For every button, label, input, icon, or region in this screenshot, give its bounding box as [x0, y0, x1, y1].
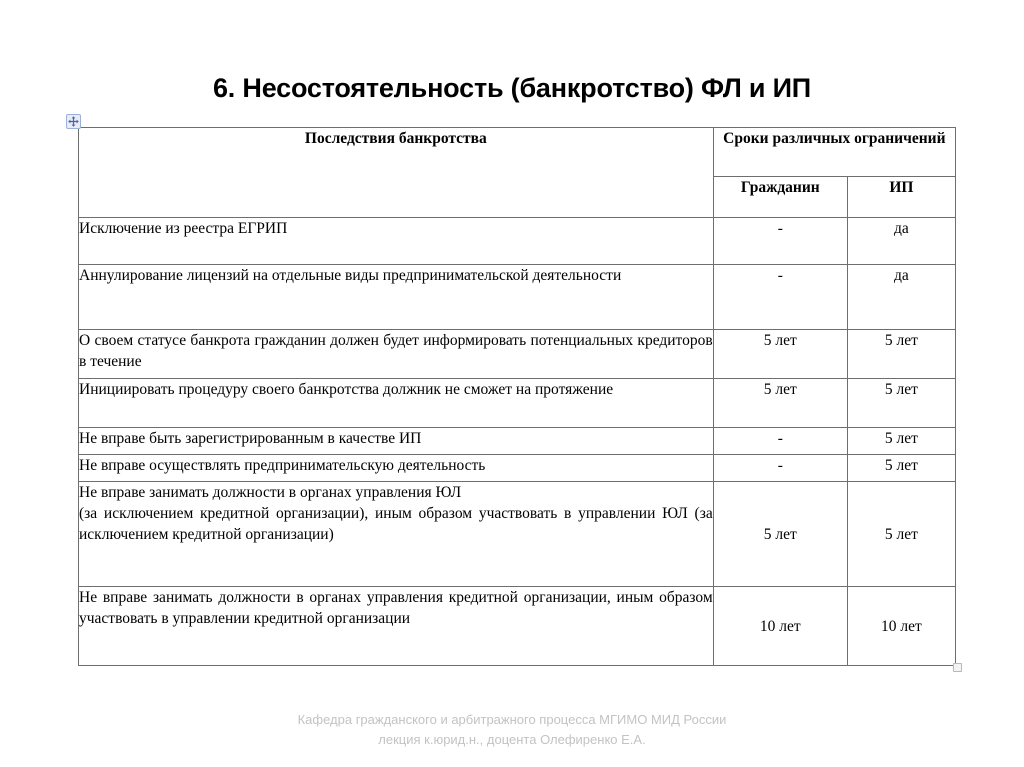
footer-line-2: лекция к.юрид.н., доцента Олефиренко Е.А. [378, 732, 646, 747]
footer-line-1: Кафедра гражданского и арбитражного процесса МГИМО МИД России [297, 712, 727, 727]
table-row [79, 428, 956, 455]
cell-consequence [79, 265, 714, 330]
table-body [79, 218, 956, 666]
cell-citizen-term: 5 лет [713, 330, 847, 379]
cell-consequence [79, 455, 714, 482]
table-row [79, 218, 956, 265]
consequence-text-line-1: Не вправе занимать должности в органах управления ЮЛ [79, 484, 462, 501]
cell-consequence [79, 218, 714, 265]
cell-citizen-term: 10 лет [713, 587, 847, 666]
cell-consequence [79, 330, 714, 379]
table-row [79, 455, 956, 482]
cell-citizen-term: 5 лет [713, 482, 847, 587]
slide-footer [0, 710, 1024, 750]
page-title: 6. Несостоятельность (банкротство) ФЛ и ИП [212, 73, 811, 103]
cell-consequence [79, 587, 714, 666]
cell-citizen-term: - [713, 428, 847, 455]
cell-ip-term: 5 лет [847, 330, 955, 379]
consequence-text: Инициировать процедуру своего банкротства должник не сможет на протяжение [79, 381, 614, 398]
column-header-terms-group: Сроки различных ограничений [713, 128, 955, 177]
table-row [79, 482, 956, 587]
column-header-citizen: Гражданин [713, 177, 847, 218]
table-row [79, 587, 956, 666]
table-header-row-1 [79, 128, 956, 177]
consequence-text: Исключение из реестра ЕГРИП [79, 220, 288, 237]
cell-citizen-term: 5 лет [713, 379, 847, 428]
table-row [79, 330, 956, 379]
cell-ip-term: 5 лет [847, 428, 955, 455]
table-row [79, 265, 956, 330]
cell-ip-term: 5 лет [847, 455, 955, 482]
table-row [79, 379, 956, 428]
cell-ip-term: да [847, 265, 955, 330]
consequence-text: Не вправе занимать должности в органах управления кредитной организации, иным образом участвовать в управлении кредитной организации [79, 589, 713, 627]
consequence-text: О своем статусе банкрота гражданин должен будет информировать потенциальных кредиторов в течение [79, 332, 713, 370]
table-container [78, 127, 956, 666]
resize-handle-icon[interactable] [953, 663, 962, 672]
cell-ip-term: 5 лет [847, 379, 955, 428]
cell-consequence [79, 482, 714, 587]
cell-citizen-term: - [713, 265, 847, 330]
consequence-text-line-2: (за исключением кредитной организации), иным образом участвовать в управлении ЮЛ (за исключением кредитной организации) [79, 505, 713, 543]
column-header-ip: ИП [847, 177, 955, 218]
cell-ip-term: да [847, 218, 955, 265]
move-four-arrows-icon[interactable] [66, 114, 81, 129]
cell-consequence [79, 379, 714, 428]
cell-citizen-term: - [713, 218, 847, 265]
consequence-text: Не вправе быть зарегистрированным в качестве ИП [79, 430, 422, 447]
bankruptcy-consequences-table [78, 127, 956, 666]
consequence-text: Аннулирование лицензий на отдельные виды предпринимательской деятельности [79, 267, 622, 284]
cell-ip-term: 10 лет [847, 587, 955, 666]
column-header-consequences: Последствия банкротства [79, 128, 714, 218]
cell-consequence [79, 428, 714, 455]
cell-ip-term: 5 лет [847, 482, 955, 587]
cell-citizen-term: - [713, 455, 847, 482]
table-header [79, 128, 956, 218]
consequence-text: Не вправе осуществлять предпринимательскую деятельность [79, 457, 486, 474]
